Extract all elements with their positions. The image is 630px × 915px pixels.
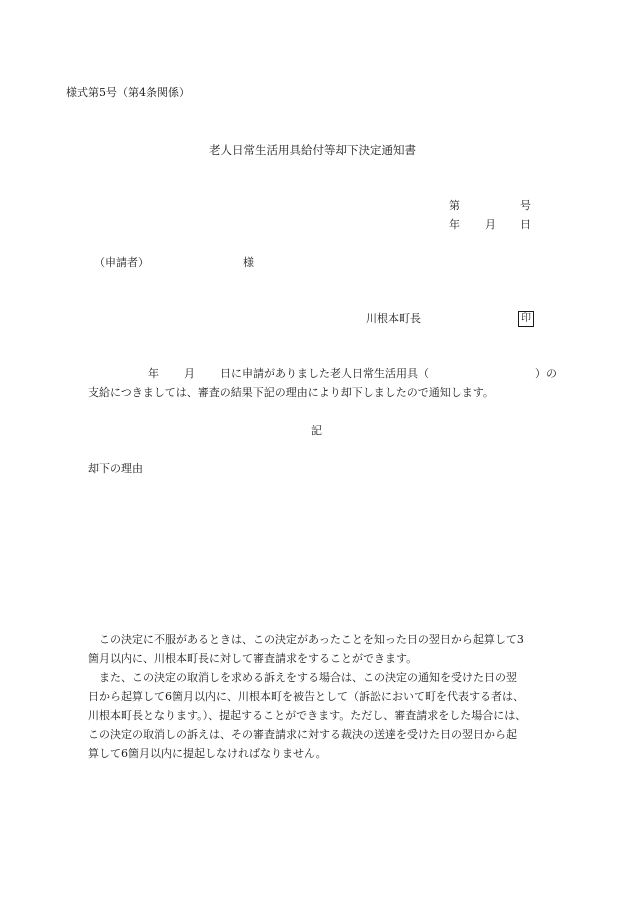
body-line1-end: ）の (535, 367, 557, 380)
body-line1-main: 日に申請がありました老人日常生活用具（ (220, 367, 429, 380)
seal-mark: 印 (518, 311, 534, 327)
doc-number-gou: 号 (520, 199, 531, 212)
applicant-honorific: 様 (243, 256, 254, 269)
notice-paragraph-2 (88, 668, 558, 763)
notice-p1-line1: この決定に不服があるときは、この決定があったことを知った日の翌日から起算して3 (99, 633, 524, 646)
notice-p2-line5: 算して6箇月以内に提起しなければなりません。 (88, 747, 327, 760)
body-year: 年 (148, 367, 159, 380)
notice-paragraph-1 (88, 630, 558, 668)
notice-p1-line2: 箇月以内に、川根本町長に対して審査請求をすることができます。 (88, 652, 418, 665)
body-month: 月 (184, 367, 195, 380)
date-day: 日 (520, 218, 531, 231)
doc-number-dai: 第 (449, 199, 460, 212)
notice-p2-line4: この決定の取消しの訴えは、その審査請求に対する裁決の送達を受けた日の翌日から起 (88, 728, 517, 741)
reason-label: 却下の理由 (88, 462, 143, 475)
notice-p2-line3: 川根本町長となります。）、提起することができます。ただし、審査請求をした場合には、 (88, 709, 527, 722)
notice-p2-line2: 日から起算して6箇月以内に、川根本町を被告として（訴訟において町を代表する者は、 (88, 690, 524, 703)
issuer-name: 川根本町長 (366, 312, 421, 325)
applicant-label: （申請者） (94, 256, 149, 269)
document-title: 老人日常生活用具給付等却下決定通知書 (209, 143, 416, 157)
ki-mark: 記 (311, 424, 322, 437)
form-number: 様式第5号（第4条関係） (66, 86, 190, 99)
date-month: 月 (485, 218, 496, 231)
date-year: 年 (449, 218, 460, 231)
body-line2: 支給につきましては、審査の結果下記の理由により却下しましたので通知します。 (88, 386, 494, 399)
notice-p2-line1: また、この決定の取消しを求める訴えをする場合は、この決定の通知を受けた日の翌 (99, 671, 517, 684)
issuer-seal (518, 311, 534, 327)
